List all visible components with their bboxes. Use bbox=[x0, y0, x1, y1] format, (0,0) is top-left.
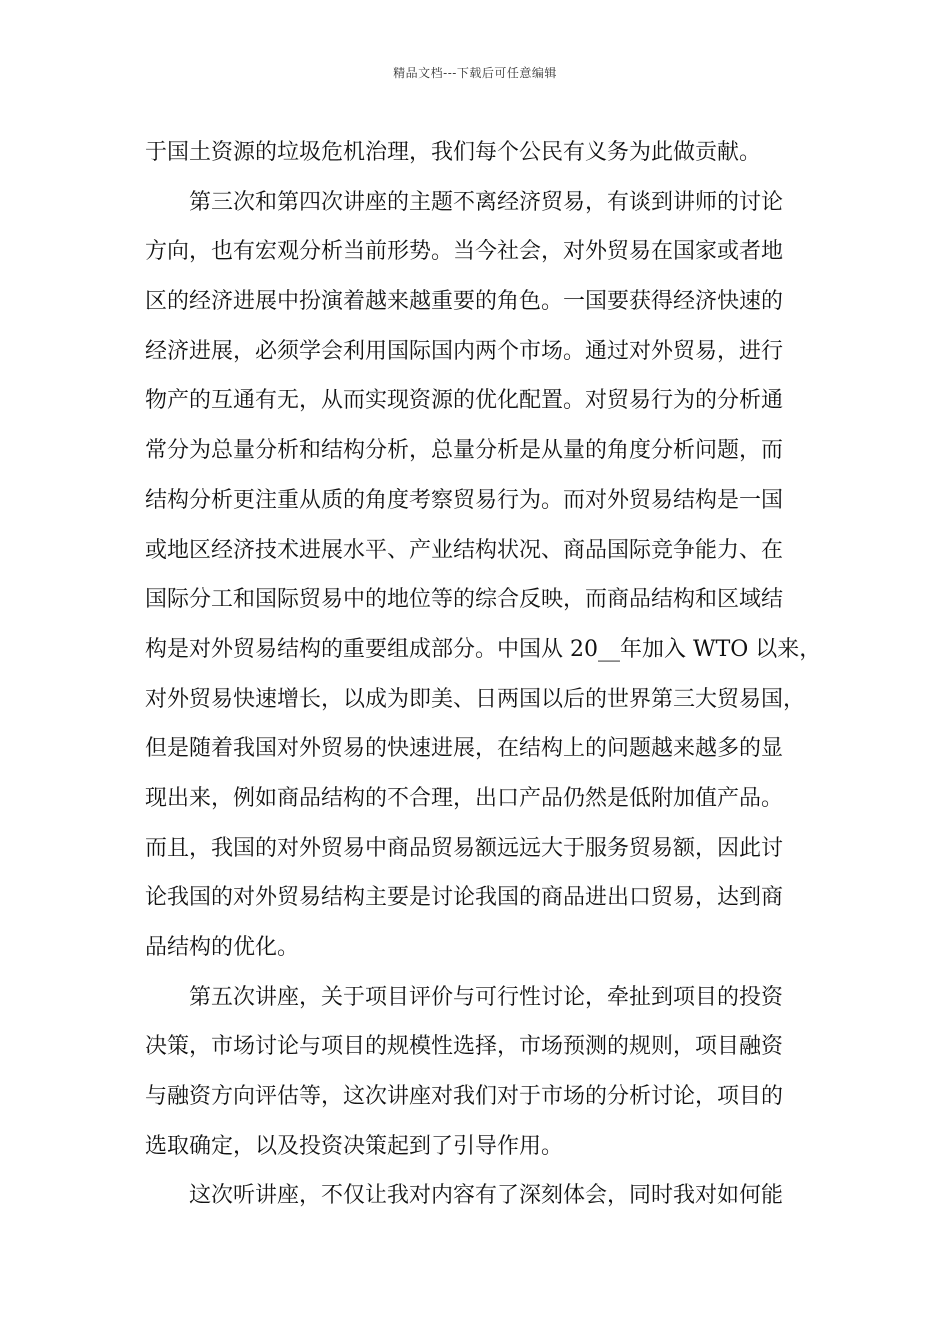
text-line: 对外贸易快速增长，以成为即美、日两国以后的世界第三大贸易国， bbox=[145, 686, 806, 712]
text-line: 构是对外贸易结构的重要组成部分。中国从 20__年加入 WTO 以来， bbox=[145, 636, 822, 662]
text-line: 现出来，例如商品结构的不合理，出口产品仍然是低附加值产品。 bbox=[145, 785, 784, 811]
text-line: 与融资方向评估等，这次讲座对我们对于市场的分析讨论，项目的 bbox=[145, 1084, 784, 1110]
text-line: 结构分析更注重从质的角度考察贸易行为。而对外贸易结构是一国 bbox=[145, 487, 784, 513]
text-line: 常分为总量分析和结构分析，总量分析是从量的角度分析问题，而 bbox=[145, 438, 784, 464]
text-line: 选取确定，以及投资决策起到了引导作用。 bbox=[145, 1133, 564, 1159]
text-line: 但是随着我国对外贸易的快速进展，在结构上的问题越来越多的显 bbox=[145, 736, 784, 762]
text-line: 物产的互通有无，从而实现资源的优化配置。对贸易行为的分析通 bbox=[145, 388, 784, 414]
document-body bbox=[145, 128, 825, 1221]
text-line: 第三次和第四次讲座的主题不离经济贸易，有谈到讲师的讨论 bbox=[189, 189, 784, 215]
text-line: 区的经济进展中扮演着越来越重要的角色。一国要获得经济快速的 bbox=[145, 289, 784, 315]
text-line: 方向，也有宏观分析当前形势。当今社会，对外贸易在国家或者地 bbox=[145, 239, 784, 265]
text-line: 而且，我国的对外贸易中商品贸易额远远大于服务贸易额，因此讨 bbox=[145, 835, 784, 861]
text-line: 决策，市场讨论与项目的规模性选择，市场预测的规则，项目融资 bbox=[145, 1034, 784, 1060]
text-line: 这次听讲座，不仅让我对内容有了深刻体会，同时我对如何能 bbox=[189, 1183, 784, 1209]
text-line: 国际分工和国际贸易中的地位等的综合反映，而商品结构和区域结 bbox=[145, 587, 784, 613]
text-line: 第五次讲座，关于项目评价与可行性讨论，牵扯到项目的投资 bbox=[189, 984, 784, 1010]
text-line: 论我国的对外贸易结构主要是讨论我国的商品进出口贸易，达到商 bbox=[145, 885, 784, 911]
text-line: 品结构的优化。 bbox=[145, 935, 300, 960]
text-line: 于国土资源的垃圾危机治理，我们每个公民有义务为此做贡献。 bbox=[145, 140, 762, 165]
page-header: 精品文档---下载后可任意编辑 bbox=[393, 66, 557, 80]
text-line: 经济进展，必须学会利用国际国内两个市场。通过对外贸易，进行 bbox=[145, 338, 784, 364]
text-line: 或地区经济技术进展水平、产业结构状况、商品国际竞争能力、在 bbox=[145, 537, 784, 563]
